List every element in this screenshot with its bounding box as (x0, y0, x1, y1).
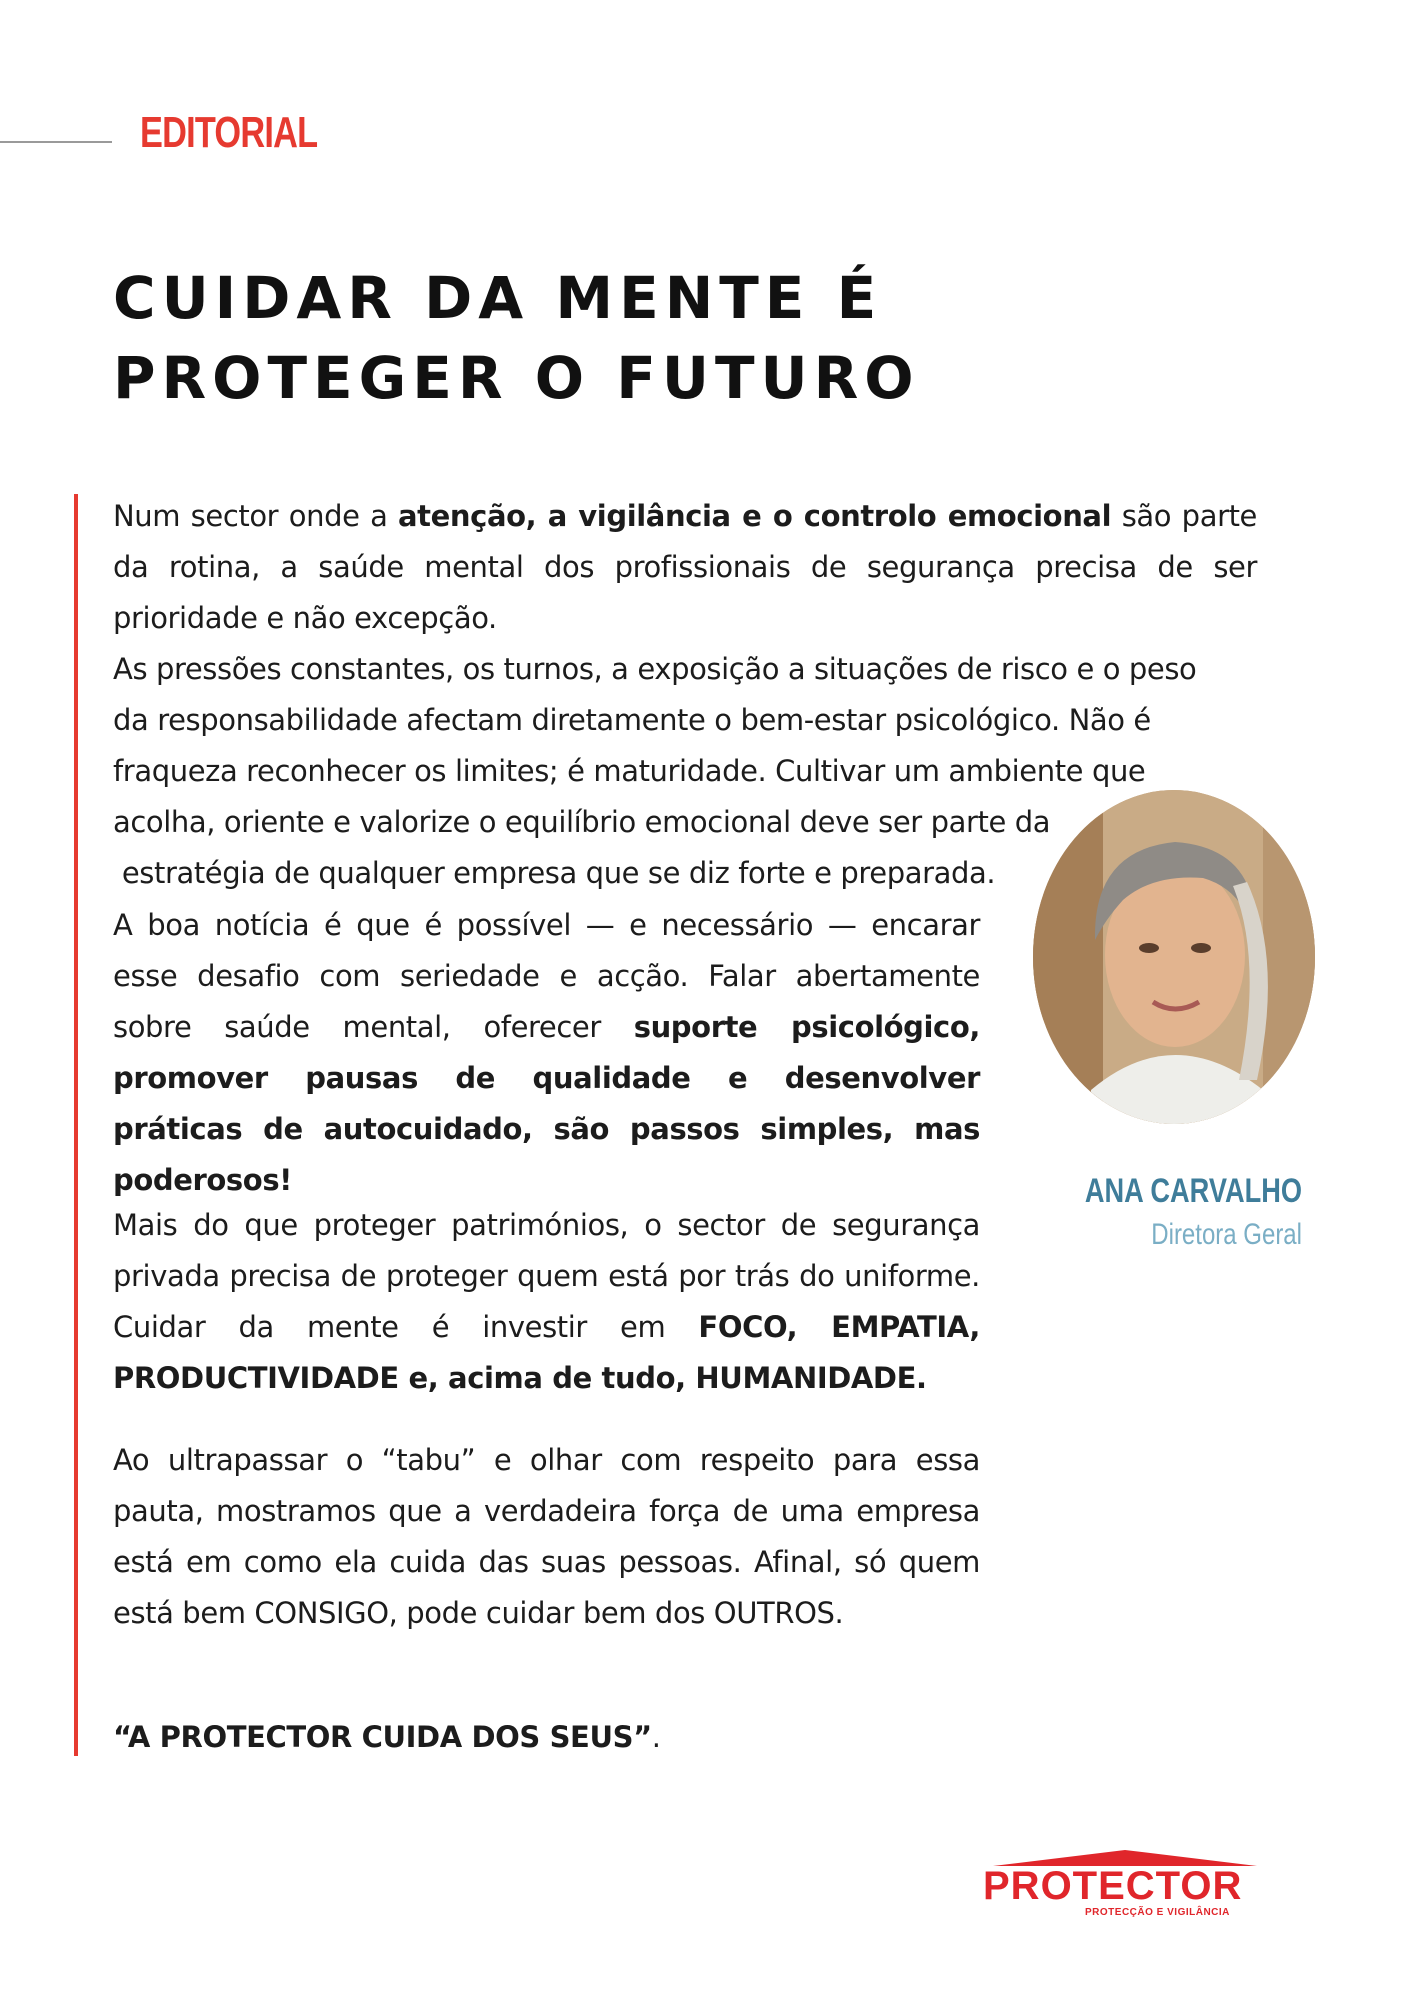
article-title-line-2: PROTEGER O FUTURO (113, 344, 920, 412)
article-title (113, 258, 920, 418)
paragraph-good-news-emphasis: suporte psicológico, promover pausas de qualidade e desenvolver práticas de autocuidado, são passos simples, mas poderosos! (113, 1010, 980, 1197)
paragraph-pressures-line: estratégia de qualquer empresa que se diz forte e preparada. (113, 856, 996, 890)
protector-logo (975, 1848, 1275, 1916)
author-name: ANA CARVALHO (1084, 1172, 1302, 1210)
paragraph-taboo: Ao ultrapassar o “tabu” e olhar com respeito para essa pauta, mostramos que a verdadeira força de uma empresa está em como ela cuida das suas pessoas. Afinal, só quem está bem CONSIGO, pode cuidar bem dos OUTROS. (113, 1443, 980, 1630)
closing-quote-end: . (651, 1720, 661, 1754)
paragraph-good-news (113, 900, 980, 1206)
closing-quote (113, 1712, 980, 1763)
section-label: EDITORIAL (140, 108, 318, 157)
author-role: Diretora Geral (1151, 1218, 1302, 1251)
paragraph-intro-text-end: são parte da rotina, a saúde mental dos profissionais de segurança precisa de ser prioridade e não excepção. (113, 499, 1258, 635)
paragraph-pressures-line: fraqueza reconhecer os limites; é maturidade. Cultivar um ambiente que (113, 754, 1146, 788)
author-portrait-icon (1033, 790, 1315, 1124)
paragraph-pressures-line: As pressões constantes, os turnos, a exposição a situações de risco e o peso (113, 652, 1197, 686)
logo-tagline: PROTECÇÃO E VIGILÂNCIA (1085, 1907, 1230, 1918)
article-title-line-1: CUIDAR DA MENTE É (113, 264, 883, 332)
paragraph-intro-emphasis: atenção, a vigilância e o controlo emocional (398, 499, 1112, 533)
paragraph-pressures-line: acolha, oriente e valorize o equilíbrio emocional deve ser parte da (113, 805, 1051, 839)
author-photo (1033, 790, 1315, 1124)
paragraph-intro (113, 491, 1257, 644)
closing-quote-emphasis: “A PROTECTOR CUIDA DOS SEUS” (113, 1720, 652, 1754)
logo-wordmark: PROTECTOR (983, 1864, 1243, 1908)
accent-bar (74, 494, 78, 1756)
paragraph-good-news-text: A boa notícia é que é possível — e necessário — encarar esse desafio com seriedade e acção. Falar abertamente sobre saúde mental, oferecer (113, 908, 980, 1044)
paragraph-protect-people-text: Mais do que proteger patrimónios, o sector de segurança privada precisa de proteger quem está por trás do uniforme. Cuidar da mente é investir em (113, 1208, 980, 1344)
paragraph-intro-text: Num sector onde a (113, 499, 399, 533)
header-rule (0, 141, 112, 143)
paragraph-pressures-line: da responsabilidade afectam diretamente o bem-estar psicológico. Não é (113, 703, 1151, 737)
paragraph-protect-people (113, 1200, 980, 1404)
paragraph-protect-people-emphasis: FOCO, EMPATIA, PRODUCTIVIDADE e, acima de tudo, HUMANIDADE. (113, 1310, 980, 1395)
